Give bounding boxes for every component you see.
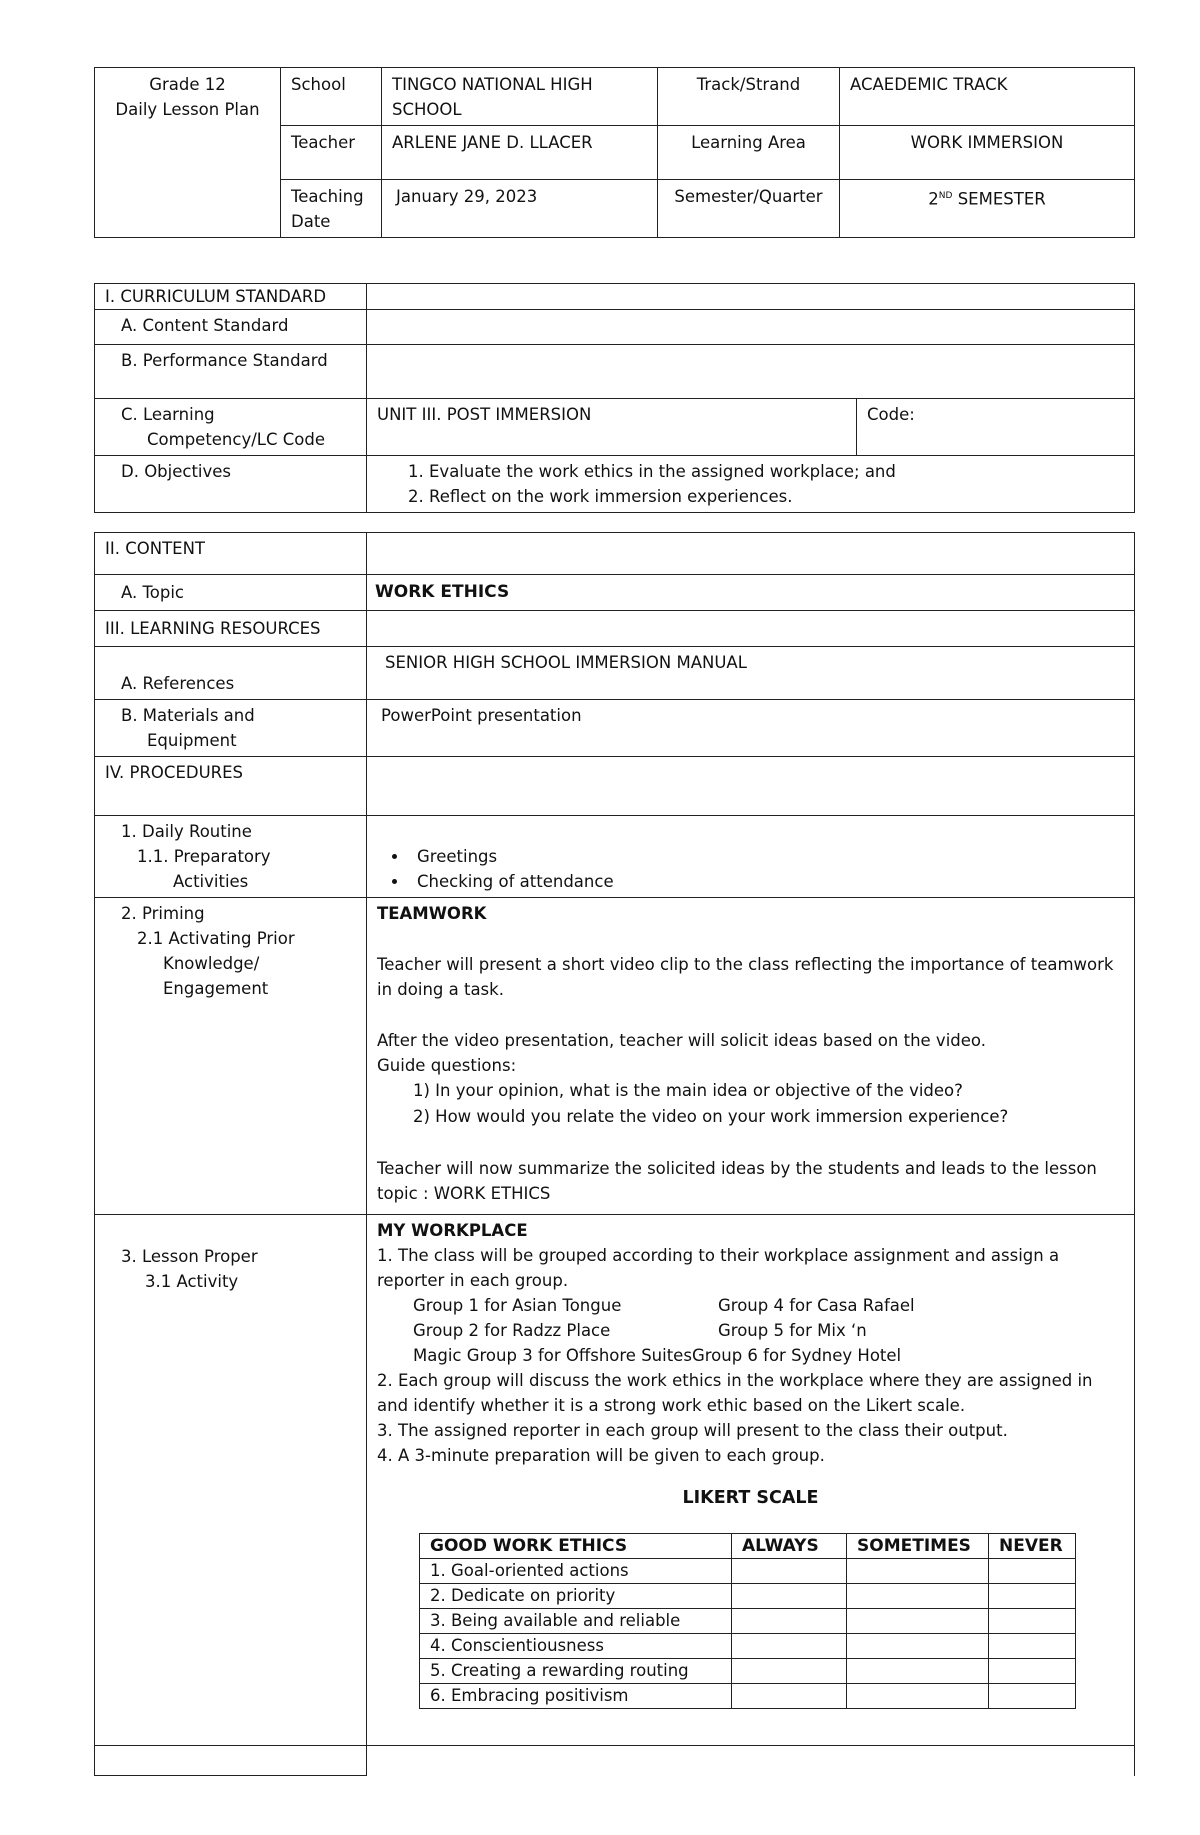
content-title: II. CONTENT (95, 533, 367, 575)
objective-item: 2. Reflect on the work immersion experiences. (429, 484, 1124, 509)
content-standard-label: A. Content Standard (95, 310, 367, 345)
code-label: Code: (857, 399, 1135, 456)
likert-never-cell[interactable] (989, 1584, 1076, 1609)
daily-routine-line2: 1.1. Preparatory (137, 847, 271, 866)
likert-row (420, 1684, 1076, 1709)
likert-row (420, 1609, 1076, 1634)
likert-sometimes-cell[interactable] (847, 1609, 989, 1634)
track-value: ACAEDEMIC TRACK (840, 68, 1135, 126)
empty-cell (367, 1746, 1135, 1776)
teaching-date-label: Teaching Date (281, 180, 382, 238)
competency-label-line1: C. Learning (121, 405, 215, 424)
learning-area-value: WORK IMMERSION (840, 126, 1135, 180)
guide-question: 2) How would you relate the video on your work immersion experience? (413, 1107, 1009, 1126)
likert-always-cell[interactable] (732, 1684, 847, 1709)
priming-line1: 2. Priming (121, 904, 205, 923)
competency-label (95, 399, 367, 456)
daily-routine-line1: 1. Daily Routine (121, 822, 252, 841)
likert-header: GOOD WORK ETHICS (420, 1534, 732, 1559)
likert-sometimes-cell[interactable] (847, 1559, 989, 1584)
teaching-date-value: January 29, 2023 (382, 180, 658, 238)
school-label: School (281, 68, 382, 126)
curriculum-standard-title: I. CURRICULUM STANDARD (95, 284, 367, 310)
semester-word: SEMESTER (957, 189, 1046, 209)
lesson-step: 1. The class will be grouped according to their workplace assignment and assign a reporter in each group. (377, 1246, 1060, 1290)
priming-summary: Teacher will now summarize the solicited ideas by the students and leads to the lesson topic : WORK ETHICS (377, 1159, 1097, 1203)
likert-item: 3. Being available and reliable (420, 1609, 732, 1634)
content-table (94, 532, 1135, 1776)
learning-resources-value (367, 611, 1135, 647)
procedures-value (367, 757, 1135, 816)
priming-line3: Knowledge/ (163, 954, 260, 973)
materials-label-line2: Equipment (147, 731, 237, 750)
likert-item: 6. Embracing positivism (420, 1684, 732, 1709)
routine-item: • Checking of attendance (409, 869, 1124, 894)
references-label: A. References (95, 647, 367, 700)
likert-never-cell[interactable] (989, 1634, 1076, 1659)
header-table (94, 67, 1135, 238)
semester-number: 2 (928, 189, 939, 209)
likert-header: ALWAYS (732, 1534, 847, 1559)
guide-question: 1) In your opinion, what is the main idea or objective of the video? (413, 1081, 963, 1100)
group-item: Group 4 for Casa Rafael (718, 1296, 915, 1315)
priming-line2: 2.1 Activating Prior (137, 929, 295, 948)
likert-always-cell[interactable] (732, 1609, 847, 1634)
teacher-value: ARLENE JANE D. LLACER (382, 126, 658, 180)
objectives-cell (367, 456, 1135, 513)
likert-sometimes-cell[interactable] (847, 1659, 989, 1684)
daily-routine-line3: Activities (173, 872, 249, 891)
likert-table (419, 1533, 1076, 1709)
likert-title: LIKERT SCALE (682, 1488, 819, 1508)
likert-item: 1. Goal-oriented actions (420, 1559, 732, 1584)
group-item-line (377, 1343, 1124, 1368)
content-standard-value (367, 310, 1135, 345)
priming-content (367, 898, 1135, 1215)
likert-never-cell[interactable] (989, 1609, 1076, 1634)
performance-standard-label: B. Performance Standard (95, 345, 367, 399)
semester-suffix: ND (938, 191, 953, 201)
competency-value: UNIT III. POST IMMERSION (367, 399, 857, 456)
learning-area-label: Learning Area (658, 126, 840, 180)
school-value: TINGCO NATIONAL HIGH SCHOOL (382, 68, 658, 126)
likert-row (420, 1559, 1076, 1584)
lesson-proper-label (95, 1215, 367, 1746)
likert-always-cell[interactable] (732, 1559, 847, 1584)
performance-standard-value (367, 345, 1135, 399)
likert-sometimes-cell[interactable] (847, 1684, 989, 1709)
lesson-step: 3. The assigned reporter in each group will present to the class their output. (377, 1421, 1008, 1440)
topic-label: A. Topic (95, 575, 367, 611)
objectives-label: D. Objectives (95, 456, 367, 513)
semester-value (840, 180, 1135, 238)
likert-header: NEVER (989, 1534, 1076, 1559)
lesson-step: 4. A 3-minute preparation will be given to each group. (377, 1446, 825, 1465)
plan-grade: Grade 12 (149, 75, 226, 94)
lesson-proper-content (367, 1215, 1135, 1746)
materials-value: PowerPoint presentation (367, 700, 1135, 757)
group-item: Magic Group 3 for Offshore Suites (413, 1346, 692, 1365)
plan-title-cell (95, 68, 281, 238)
likert-row (420, 1659, 1076, 1684)
priming-heading: TEAMWORK (377, 904, 487, 923)
learning-resources-title: III. LEARNING RESOURCES (95, 611, 367, 647)
track-label: Track/Strand (658, 68, 840, 126)
likert-row (420, 1584, 1076, 1609)
likert-header-row (420, 1534, 1076, 1559)
likert-item: 5. Creating a rewarding routing (420, 1659, 732, 1684)
lesson-heading: MY WORKPLACE (377, 1221, 528, 1240)
priming-paragraph: Teacher will present a short video clip to the class reflecting the importance of teamwork in doing a task. (377, 955, 1114, 999)
materials-label-line1: B. Materials and (121, 706, 255, 725)
group-item: Group 1 for Asian Tongue (413, 1296, 622, 1315)
likert-never-cell[interactable] (989, 1684, 1076, 1709)
group-item: Group 6 for Sydney Hotel (691, 1346, 902, 1365)
priming-label (95, 898, 367, 1215)
curriculum-standard-value (367, 284, 1135, 310)
topic-value: WORK ETHICS (367, 575, 1135, 611)
competency-label-line2: Competency/LC Code (147, 430, 325, 449)
teacher-label: Teacher (281, 126, 382, 180)
priming-paragraph: After the video presentation, teacher will solicit ideas based on the video. (377, 1031, 986, 1050)
materials-label (95, 700, 367, 757)
daily-routine-label (95, 816, 367, 898)
priming-line4: Engagement (163, 979, 269, 998)
lesson-proper-line2: 3.1 Activity (145, 1272, 239, 1291)
semester-label: Semester/Quarter (658, 180, 840, 238)
likert-row (420, 1634, 1076, 1659)
likert-sometimes-cell[interactable] (847, 1634, 989, 1659)
content-value (367, 533, 1135, 575)
guide-questions-label: Guide questions: (377, 1056, 517, 1075)
likert-item: 4. Conscientiousness (420, 1634, 732, 1659)
likert-always-cell[interactable] (732, 1584, 847, 1609)
likert-always-cell[interactable] (732, 1634, 847, 1659)
lesson-proper-line1: 3. Lesson Proper (121, 1247, 258, 1266)
group-item: Group 2 for Radzz Place (413, 1321, 611, 1340)
empty-cell (95, 1746, 367, 1776)
plan-title: Daily Lesson Plan (115, 100, 260, 119)
likert-always-cell[interactable] (732, 1659, 847, 1684)
group-list (377, 1293, 1124, 1343)
likert-never-cell[interactable] (989, 1659, 1076, 1684)
routine-item: • Greetings (409, 844, 1124, 869)
references-value: SENIOR HIGH SCHOOL IMMERSION MANUAL (367, 647, 1135, 700)
likert-sometimes-cell[interactable] (847, 1584, 989, 1609)
objective-item: 1. Evaluate the work ethics in the assigned workplace; and (429, 459, 1124, 484)
lesson-step: 2. Each group will discuss the work ethics in the workplace where they are assigned in and identify whether it is a strong work ethic based on the Likert scale. (377, 1371, 1093, 1415)
group-item: Group 5 for Mix ‘n (718, 1321, 867, 1340)
likert-never-cell[interactable] (989, 1559, 1076, 1584)
curriculum-table (94, 283, 1135, 513)
likert-item: 2. Dedicate on priority (420, 1584, 732, 1609)
daily-routine-content (367, 816, 1135, 898)
procedures-title: IV. PROCEDURES (95, 757, 367, 816)
likert-header: SOMETIMES (847, 1534, 989, 1559)
